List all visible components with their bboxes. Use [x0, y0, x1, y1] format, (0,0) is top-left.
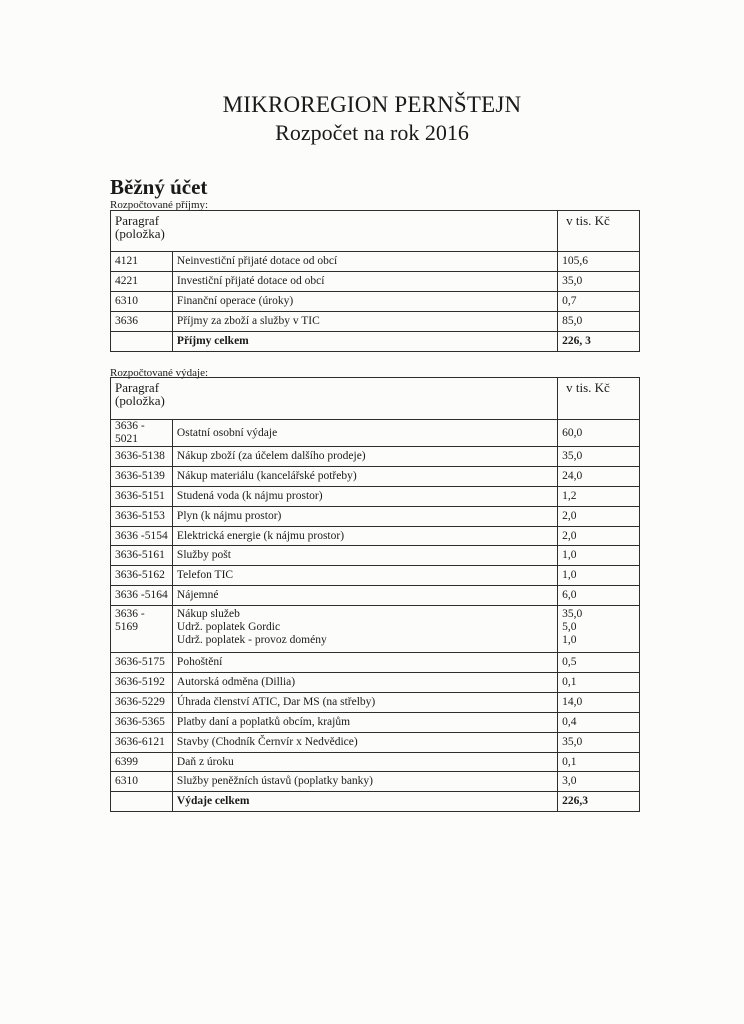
expenses-header-code: Paragraf (položka): [111, 378, 558, 420]
row-code: 3636: [111, 312, 173, 332]
row-code: 3636-5192: [111, 673, 173, 693]
expenses-total-row: [111, 792, 640, 812]
row-amount: 105,6: [558, 252, 640, 272]
row-description: Autorská odměna (Dillia): [172, 673, 557, 693]
row-code: 3636-5138: [111, 447, 173, 467]
table-row: [111, 546, 640, 566]
table-row: [111, 653, 640, 673]
row-amount: 14,0: [558, 692, 640, 712]
row-amount: 1,2: [558, 486, 640, 506]
row-description: Neinvestiční přijaté dotace od obcí: [172, 252, 557, 272]
row-code: 3636-5153: [111, 506, 173, 526]
expenses-total-amount: 226,3: [558, 792, 640, 812]
table-row: [111, 692, 640, 712]
row-description: Daň z úroku: [172, 752, 557, 772]
row-amount: 1,0: [558, 546, 640, 566]
table-row: [111, 506, 640, 526]
row-amount: 1,0: [558, 566, 640, 586]
expenses-table: [110, 377, 640, 812]
row-description: [172, 606, 557, 653]
table-row: [111, 447, 640, 467]
row-description: Plyn (k nájmu prostor): [172, 506, 557, 526]
table-row: [111, 606, 640, 653]
row-description: Pohoštění: [172, 653, 557, 673]
row-code: 3636-5175: [111, 653, 173, 673]
income-total-label: Příjmy celkem: [172, 332, 557, 352]
income-total-amount: 226, 3: [558, 332, 640, 352]
row-code: 3636 - 5169: [111, 606, 173, 653]
row-amount: 35,0: [558, 272, 640, 292]
row-amount: 24,0: [558, 466, 640, 486]
table-row: [111, 420, 640, 447]
document-title: MIKROREGION PERNŠTEJN: [222, 92, 522, 117]
row-code: [111, 792, 173, 812]
table-row: [111, 312, 640, 332]
expenses-header-row: [111, 378, 640, 420]
row-amount-line: 5,0: [562, 621, 577, 634]
expenses-total-label: Výdaje celkem: [172, 792, 557, 812]
table-row: [111, 486, 640, 506]
row-amount: 3,0: [558, 772, 640, 792]
row-description: Ostatní osobní výdaje: [172, 420, 557, 447]
row-amount: 2,0: [558, 506, 640, 526]
row-description: Služby peněžních ústavů (poplatky banky): [172, 772, 557, 792]
row-description: Nájemné: [172, 586, 557, 606]
row-amount: 60,0: [558, 420, 640, 447]
row-description: Investiční přijaté dotace od obcí: [172, 272, 557, 292]
row-description-line: Nákup služeb: [176, 608, 240, 621]
expenses-header-amount: v tis. Kč: [558, 378, 640, 420]
row-amount: 2,0: [558, 526, 640, 546]
row-amount: 85,0: [558, 312, 640, 332]
row-amount: 35,0: [558, 732, 640, 752]
row-description: Nákup zboží (za účelem dalšího prodeje): [172, 447, 557, 467]
row-code: 3636-5229: [111, 692, 173, 712]
document-subtitle: Rozpočet na rok 2016: [275, 120, 469, 145]
income-header-code: Paragraf (položka): [111, 211, 558, 252]
income-header-row: [111, 211, 640, 252]
row-code: 4121: [111, 252, 173, 272]
row-code: 3636-5151: [111, 486, 173, 506]
table-row: [111, 752, 640, 772]
income-table: [110, 210, 640, 352]
table-row: [111, 292, 640, 312]
row-description: Služby pošt: [172, 546, 557, 566]
row-description: Elektrická energie (k nájmu prostor): [172, 526, 557, 546]
row-code: 3636 - 5021: [111, 420, 173, 447]
row-code: 6310: [111, 292, 173, 312]
table-row: [111, 566, 640, 586]
section-heading: Běžný účet: [110, 175, 208, 199]
row-amount: 0,1: [558, 673, 640, 693]
row-amount: [558, 606, 640, 653]
row-description: Nákup materiálu (kancelářské potřeby): [172, 466, 557, 486]
row-code: [111, 332, 173, 352]
expenses-caption: Rozpočtované výdaje:: [110, 367, 209, 379]
table-row: [111, 586, 640, 606]
table-row: [111, 252, 640, 272]
table-row: [111, 712, 640, 732]
row-description: Finanční operace (úroky): [172, 292, 557, 312]
row-amount: 0,1: [558, 752, 640, 772]
table-row: [111, 272, 640, 292]
row-amount-line: 1,0: [562, 634, 577, 647]
row-description: Studená voda (k nájmu prostor): [172, 486, 557, 506]
table-row: [111, 732, 640, 752]
row-amount: 0,7: [558, 292, 640, 312]
row-code: 3636-5162: [111, 566, 173, 586]
row-code: 3636-5139: [111, 466, 173, 486]
row-amount: 0,4: [558, 712, 640, 732]
row-description: Příjmy za zboží a služby v TIC: [172, 312, 557, 332]
row-description: Platby daní a poplatků obcím, krajům: [172, 712, 557, 732]
income-total-row: [111, 332, 640, 352]
income-header-amount: v tis. Kč: [558, 211, 640, 252]
row-code: 3636 -5154: [111, 526, 173, 546]
row-code: 3636-6121: [111, 732, 173, 752]
row-code: 3636-5161: [111, 546, 173, 566]
income-caption: Rozpočtované příjmy:: [110, 199, 209, 211]
table-row: [111, 466, 640, 486]
row-code: 3636 -5164: [111, 586, 173, 606]
row-description: Úhrada členství ATIC, Dar MS (na střelby): [172, 692, 557, 712]
row-description-line: Udrž. poplatek Gordic: [176, 621, 281, 634]
row-description: Stavby (Chodník Černvír x Nedvědice): [172, 732, 557, 752]
table-row: [111, 772, 640, 792]
row-amount: 6,0: [558, 586, 640, 606]
table-row: [111, 673, 640, 693]
row-code: 4221: [111, 272, 173, 292]
row-amount: 0,5: [558, 653, 640, 673]
table-row: [111, 526, 640, 546]
row-description-line: Udrž. poplatek - provoz domény: [176, 634, 327, 647]
row-amount: 35,0: [558, 447, 640, 467]
row-description: Telefon TIC: [172, 566, 557, 586]
row-code: 3636-5365: [111, 712, 173, 732]
row-code: 6310: [111, 772, 173, 792]
row-amount-line: 35,0: [562, 608, 583, 621]
row-code: 6399: [111, 752, 173, 772]
